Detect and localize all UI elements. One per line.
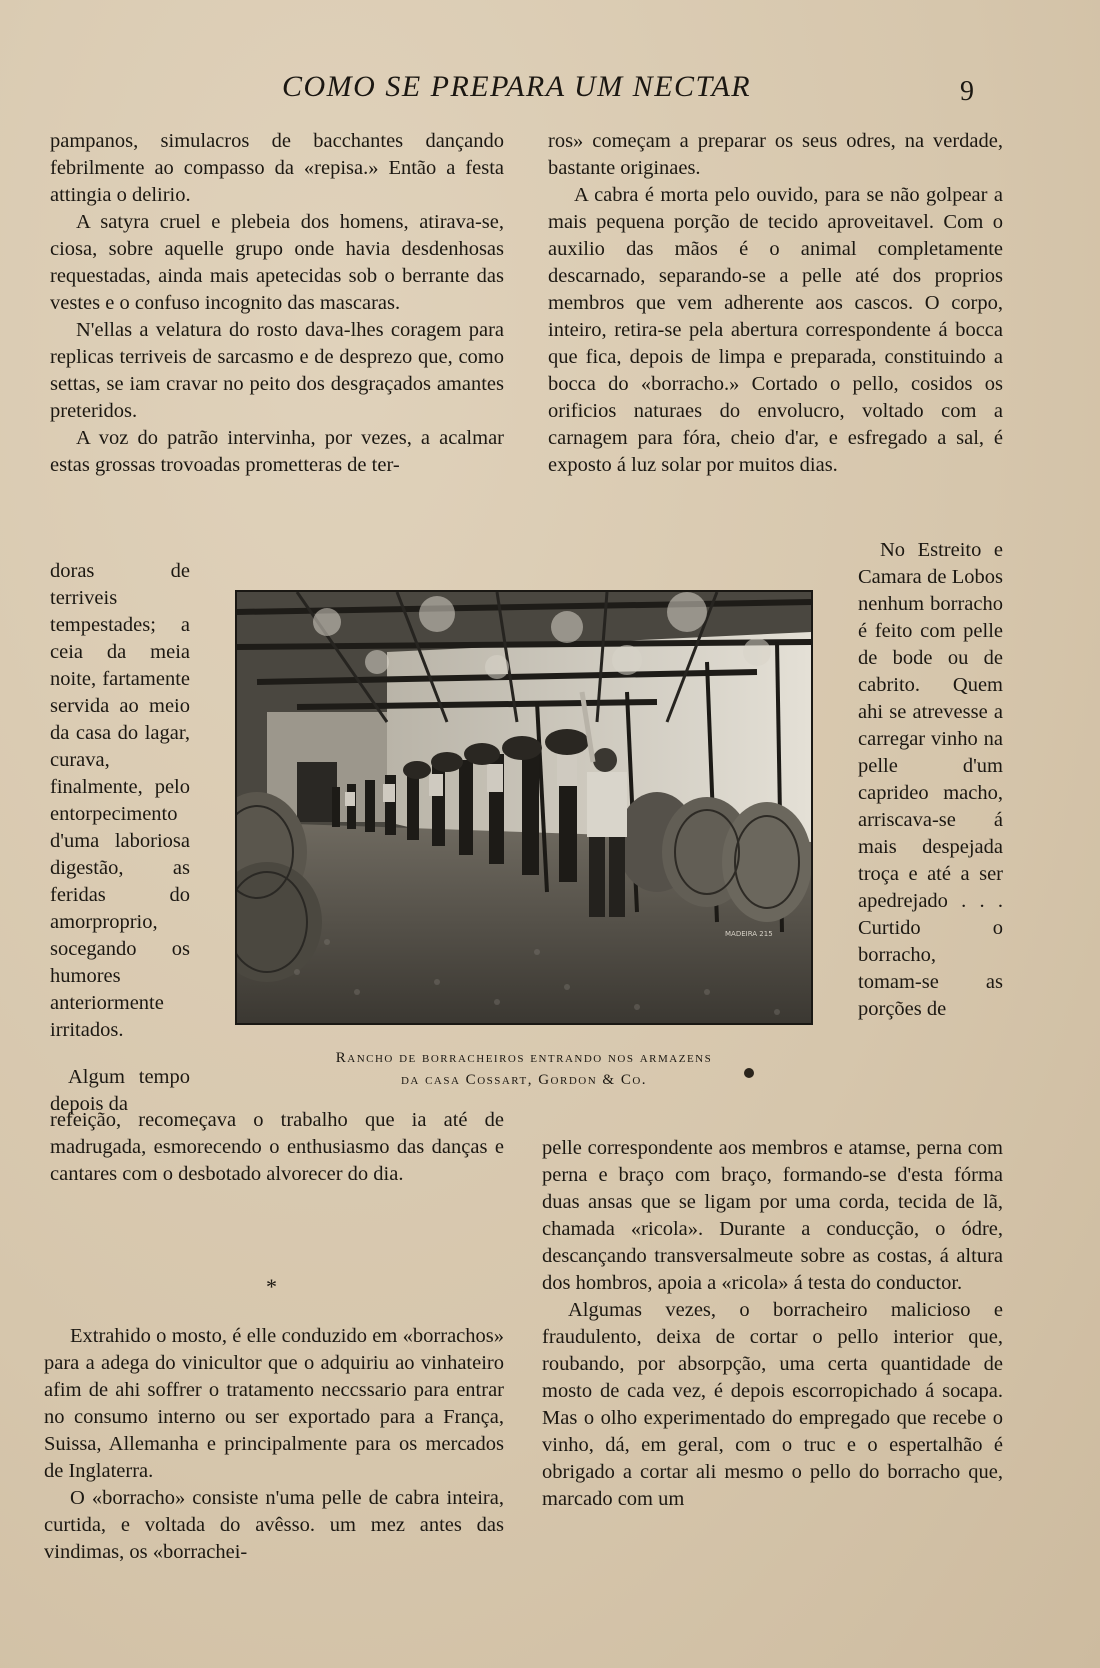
photograph-illustration [237, 592, 811, 1023]
left-column-lower [50, 1107, 504, 1188]
left-paragraph-4-start: A voz do patrão intervinha, por vezes, a acalmar estas grossas trovoadas prometteras de ter- [50, 427, 504, 476]
ink-blot [744, 1068, 754, 1078]
left-paragraph-5-end: refeição, recomeçava o trabalho que ia até de madrugada, esmorecendo o enthusiasmo das danças e cantares com o desbotado alvorecer do dia. [50, 1109, 504, 1185]
left-narrow-column [50, 537, 190, 1118]
right-paragraph-1: ros» começam a preparar os seus odres, na verdade, bastante originaes. [548, 130, 1003, 179]
right-narrow-column [858, 537, 1003, 1023]
left-paragraph-6: Extrahido o mosto, é elle conduzido em «borrachos» para a adega do vinicultor que o adquiriu ao vinhateiro afim de ahi soffrer o tratamento neccssario para entrar no consumo interno ou ser exportado para a França, Suissa, Allemanha e principalmente para os mercados de Inglaterra. [44, 1325, 504, 1482]
right-narrow-text: No Estreito e Camara de Lobos nenhum borracho é feito com pelle de bode ou de cabrito. Quem ahi se atrevesse a carregar vinho na pelle d'um caprideo macho, arriscava-se á mais despejada troça e até a ser apedrejado . . . Curtido o borracho, tomam-se as porções de [858, 539, 1003, 1020]
left-column-bottom [44, 1323, 504, 1566]
figure-caption [254, 1047, 794, 1091]
barrel-mark-text: MADEIRA 215 [725, 930, 773, 938]
caption-line-1: Rancho de borracheiros entrando nos armazens [335, 1050, 713, 1066]
right-paragraph-3-end: pelle correspondente aos membros e atamse, perna com perna e braço com braço, formando-se d'esta fórma duas ansas que se ligam por uma corda, tecida de lã, chamada «ricola». Durante a conducção, o ódre, descançando transversalmeute sobre as costas, á altura dos hombros, apoia a «ricola» á testa do conductor. [542, 1137, 1003, 1294]
left-narrow-text: doras de terriveis tempestades; a ceia da meia noite, fartamente servida ao meio da casa do lagar, curava, finalmente, pelo entorpecimento d'uma laboriosa digestão, as feridas do amorproprio, socegando os humores anteriormente irritados. [50, 559, 190, 1041]
right-column-lower [542, 1135, 1003, 1513]
section-separator: * [266, 1274, 277, 1299]
right-column-upper [548, 128, 1003, 479]
caption-line-2: da casa Cossart, Gordon & Co. [400, 1072, 648, 1088]
left-paragraph-5-start: Algum tempo depois da [50, 1066, 190, 1115]
left-paragraph-1: pampanos, simulacros de bacchantes dançando febrilmente ao compasso da «repisa.» Então a festa attingia o delirio. [50, 130, 504, 206]
left-column-upper [50, 128, 504, 479]
right-paragraph-4: Algumas vezes, o borracheiro malicioso e fraudulento, deixa de cortar o pello interior que, roubando, por absorpção, uma certa quantidade de mosto de cada vez, é depois escorropichado á socapa. Mas o olho experimentado do empregado que recebe o vinho, dá, em geral, com o truc e o espertalhão é obrigado a cortar ali mesmo o pello do borracho que, marcado com um [542, 1299, 1003, 1510]
left-paragraph-7: O «borracho» consiste n'uma pelle de cabra inteira, curtida, e voltada do avêsso. um mez antes das vindimas, os «borrachei- [44, 1487, 504, 1563]
left-paragraph-3: N'ellas a velatura do rosto dava-lhes coragem para replicas terriveis de sarcasmo e de desprezo que, como settas, se iam cravar no peito dos desgraçados amantes preteridos. [50, 319, 504, 422]
page-number: 9 [960, 76, 974, 107]
running-title: COMO SE PREPARA UM NECTAR [282, 70, 752, 103]
right-paragraph-2: A cabra é morta pelo ouvido, para se não golpear a mais pequena porção de tecido aproveitavel. Com o auxilio das mãos é o animal completamente descarnado, separando-se a pelle até dos proprios membros que vem adherente aos cascos. O corpo, inteiro, retira-se pela abertura correspondente á bocca que fica, depois de limpa e preparada, constituindo a bocca do «borracho.» Cortado o pello, cosidos os orificios naturaes do envolucro, voltado com a carnagem para fóra, cheio d'ar, e esfregado a sal, é exposto á luz solar por muitos dias. [548, 184, 1003, 476]
photograph-borracheiros [235, 590, 813, 1025]
page-header [0, 70, 1100, 114]
left-paragraph-2: A satyra cruel e plebeia dos homens, atirava-se, ciosa, sobre aquelle grupo onde havia desdenhosas requestadas, ainda mais apetecidas sob o berrante das vestes e o confuso incognito das mascaras. [50, 211, 504, 314]
